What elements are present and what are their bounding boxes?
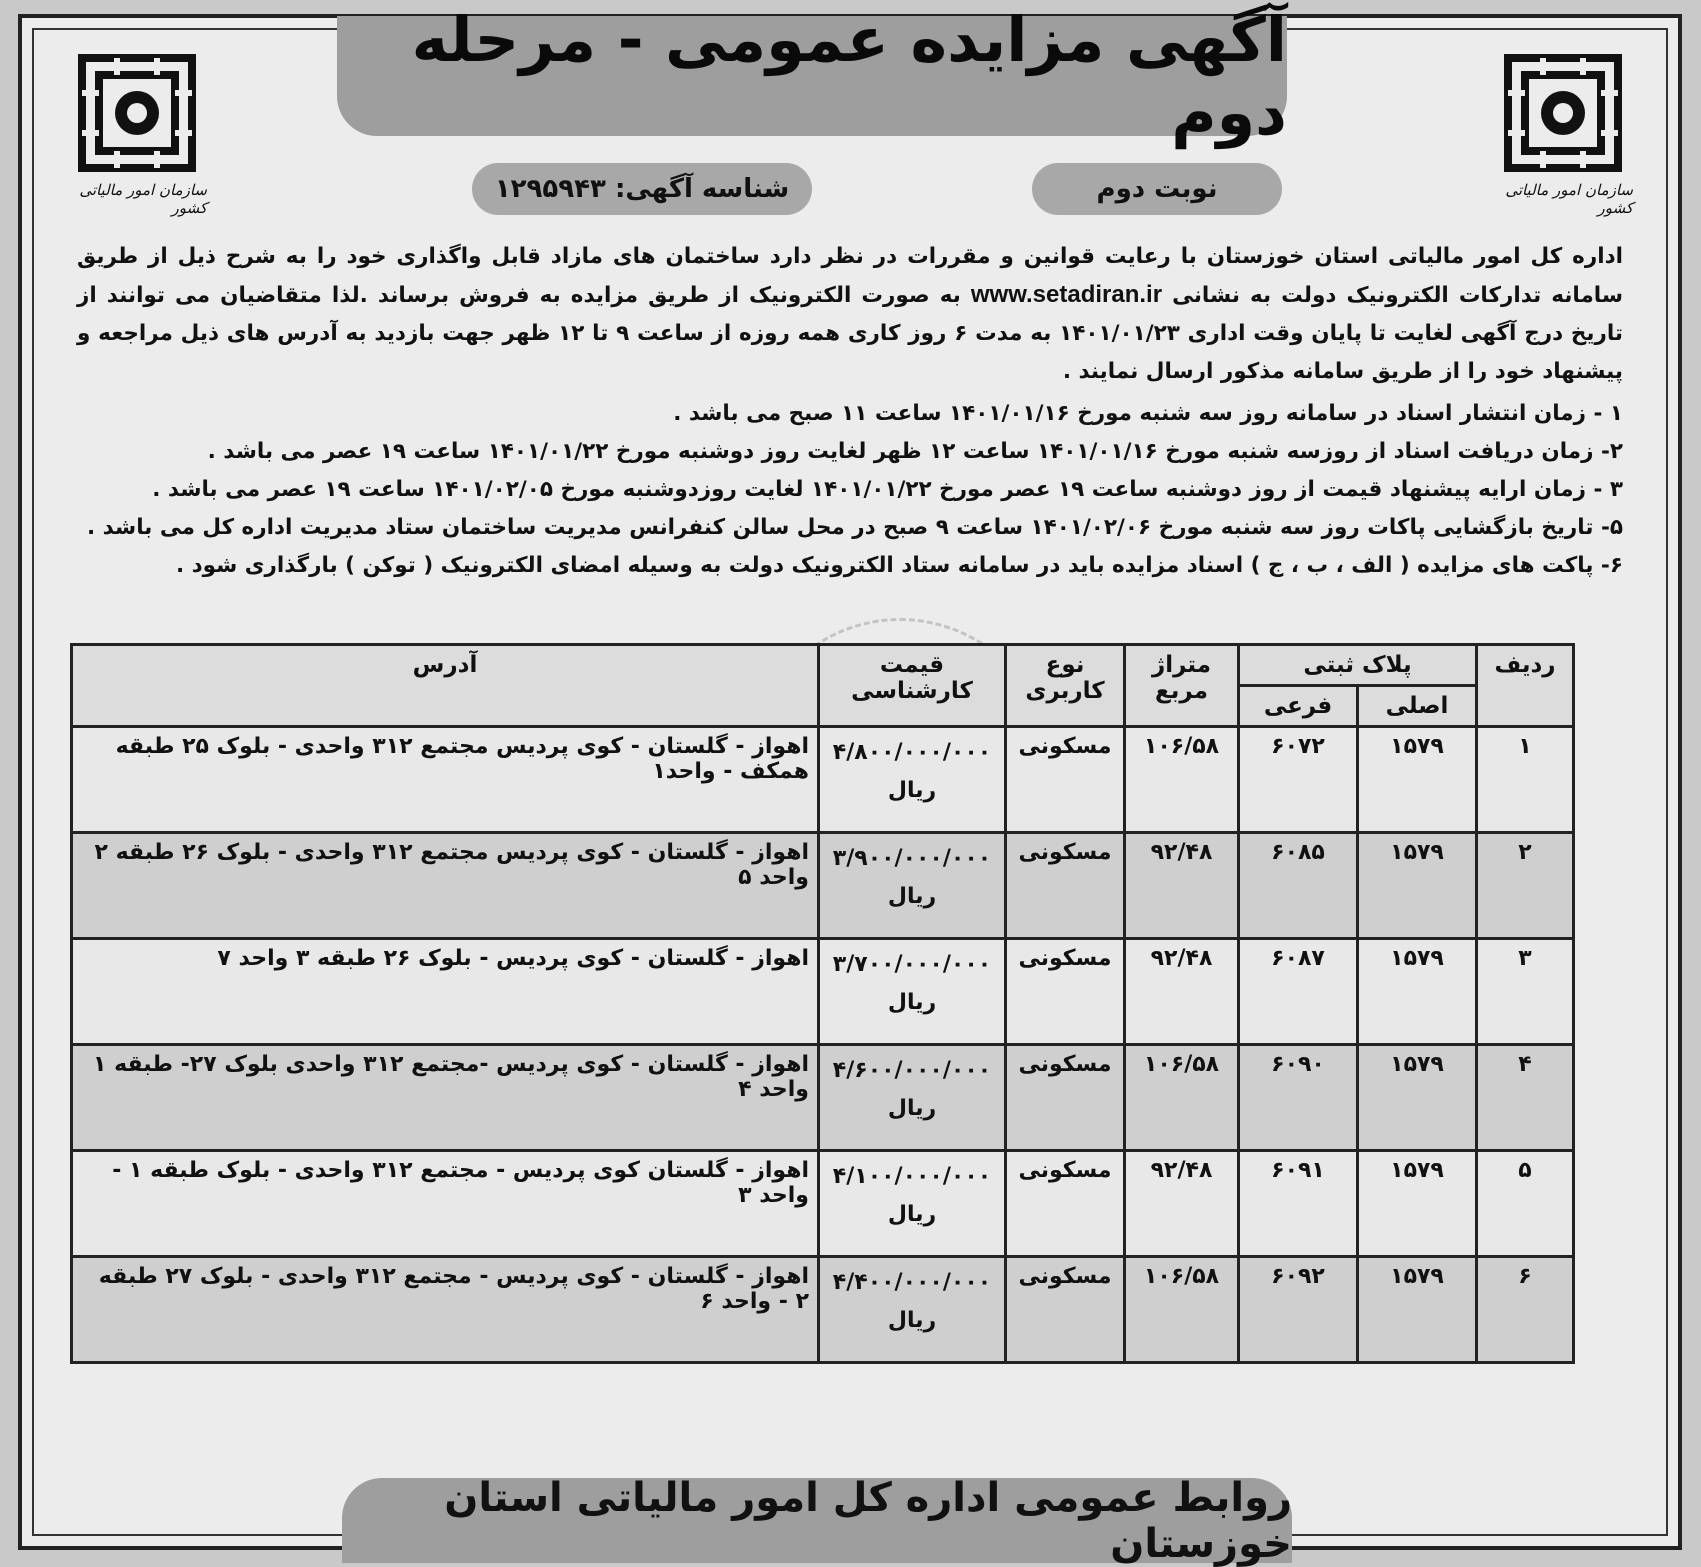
col-plaque: پلاک ثبتی bbox=[1239, 645, 1477, 686]
sub-plaque: ۶۰۹۱ bbox=[1239, 1151, 1358, 1257]
col-address: آدرس bbox=[72, 645, 819, 727]
expert-price bbox=[819, 833, 1006, 939]
schedule-item: ۶- پاکت های مزایده ( الف ، ب ، ج ) اسناد مزایده باید در سامانه ستاد الکترونیک دولت به وسیله امضای الکترونیک ( توکن ) بارگذاری شود . bbox=[175, 553, 1623, 578]
col-main: اصلی bbox=[1358, 686, 1477, 727]
price-value: ۴/۱۰۰/۰۰۰/۰۰۰ bbox=[832, 1164, 992, 1189]
usage-type: مسکونی bbox=[1006, 833, 1125, 939]
setad-link[interactable]: www.setadiran.ir bbox=[970, 281, 1163, 308]
address: اهواز - گلستان کوی پردیس - مجتمع ۳۱۲ واحدی - بلوک طبقه ۱ - واحد ۳ bbox=[72, 1151, 819, 1257]
table-row bbox=[72, 727, 1574, 833]
expert-price bbox=[819, 1257, 1006, 1363]
price-value: ۳/۷۰۰/۰۰۰/۰۰۰ bbox=[832, 952, 992, 977]
price-value: ۴/۸۰۰/۰۰۰/۰۰۰ bbox=[832, 740, 992, 765]
row-number: ۲ bbox=[1477, 833, 1574, 939]
logo-left bbox=[67, 53, 207, 228]
round-badge: نوبت دوم bbox=[1032, 163, 1282, 215]
address: اهواز - گلستان - کوی پردیس مجتمع ۳۱۲ واحدی - بلوک ۲۵ طبقه همکف - واحد۱ bbox=[72, 727, 819, 833]
footer-text: روابط عمومی اداره کل امور مالیاتی استان خوزستان bbox=[444, 1474, 1292, 1567]
col-row: ردیف bbox=[1477, 645, 1574, 727]
expert-price bbox=[819, 1045, 1006, 1151]
price-value: ۴/۴۰۰/۰۰۰/۰۰۰ bbox=[832, 1270, 992, 1295]
schedule-item: ۱ - زمان انتشار اسناد در سامانه روز سه شنبه مورخ ۱۴۰۱/۰۱/۱۶ ساعت ۱۱ صبح می باشد . bbox=[673, 401, 1623, 426]
main-plaque: ۱۵۷۹ bbox=[1358, 939, 1477, 1045]
address: اهواز - گلستان - کوی پردیس - بلوک ۲۶ طبقه ۳ واحد ۷ bbox=[72, 939, 819, 1045]
expert-price bbox=[819, 939, 1006, 1045]
col-use: نوع کاربری bbox=[1006, 645, 1125, 727]
area: ۱۰۶/۵۸ bbox=[1125, 1257, 1239, 1363]
price-unit: ریال bbox=[887, 778, 937, 803]
sub-plaque: ۶۰۹۰ bbox=[1239, 1045, 1358, 1151]
usage-type: مسکونی bbox=[1006, 1257, 1125, 1363]
col-area: متراژ مربع bbox=[1125, 645, 1239, 727]
main-plaque: ۱۵۷۹ bbox=[1358, 833, 1477, 939]
notice-page bbox=[18, 3, 1682, 1567]
row-number: ۳ bbox=[1477, 939, 1574, 1045]
expert-price bbox=[819, 727, 1006, 833]
schedule-item: ۲- زمان دریافت اسناد از روزسه شنبه مورخ ۱۴۰۱/۰۱/۱۶ ساعت ۱۲ ظهر لغایت روز دوشنبه مورخ ۱۴۰۱/۰۱/۲۲ ساعت ۱۹ عصر می باشد . bbox=[207, 439, 1623, 464]
notice-id-badge: شناسه آگهی: ۱۲۹۵۹۴۳ bbox=[472, 163, 812, 215]
emblem-icon bbox=[1503, 53, 1623, 173]
row-number: ۱ bbox=[1477, 727, 1574, 833]
title-banner bbox=[337, 3, 1287, 149]
table-row bbox=[72, 939, 1574, 1045]
sub-plaque: ۶۰۸۵ bbox=[1239, 833, 1358, 939]
page-title: آگهی مزایده عمومی - مرحله دوم bbox=[411, 3, 1287, 149]
main-plaque: ۱۵۷۹ bbox=[1358, 1151, 1477, 1257]
table-row bbox=[72, 1257, 1574, 1363]
area: ۹۲/۴۸ bbox=[1125, 1151, 1239, 1257]
property-table bbox=[70, 643, 1575, 1364]
schedule-item: ۵- تاریخ بازگشایی پاکات روز سه شنبه مورخ ۱۴۰۱/۰۲/۰۶ ساعت ۹ صبح در محل سالن کنفرانس مدیریت ساختمان ستاد مدیریت اداره کل می باشد . bbox=[86, 515, 1623, 540]
price-unit: ریال bbox=[887, 1202, 937, 1227]
area: ۹۲/۴۸ bbox=[1125, 939, 1239, 1045]
price-unit: ریال bbox=[887, 884, 937, 909]
row-number: ۶ bbox=[1477, 1257, 1574, 1363]
area: ۹۲/۴۸ bbox=[1125, 833, 1239, 939]
logo-caption: سازمان امور مالیاتی کشور bbox=[79, 181, 207, 217]
main-plaque: ۱۵۷۹ bbox=[1358, 727, 1477, 833]
col-price: قیمت کارشناسی bbox=[819, 645, 1006, 727]
logo-caption: سازمان امور مالیاتی کشور bbox=[1505, 181, 1633, 217]
col-sub: فرعی bbox=[1239, 686, 1358, 727]
price-value: ۳/۹۰۰/۰۰۰/۰۰۰ bbox=[832, 846, 992, 871]
main-plaque: ۱۵۷۹ bbox=[1358, 1045, 1477, 1151]
price-unit: ریال bbox=[887, 1308, 937, 1333]
address: اهواز - گلستان - کوی پردیس -مجتمع ۳۱۲ واحدی بلوک ۲۷- طبقه ۱ واحد ۴ bbox=[72, 1045, 819, 1151]
price-value: ۴/۶۰۰/۰۰۰/۰۰۰ bbox=[832, 1058, 992, 1083]
logo-right bbox=[1493, 53, 1633, 228]
table-row bbox=[72, 1151, 1574, 1257]
address: اهواز - گلستان - کوی پردیس - مجتمع ۳۱۲ واحدی - بلوک ۲۷ طبقه ۲ - واحد ۶ bbox=[72, 1257, 819, 1363]
table-row bbox=[72, 833, 1574, 939]
schedule-item: ۳ - زمان ارایه پیشنهاد قیمت از روز دوشنبه ساعت ۱۹ عصر مورخ ۱۴۰۱/۰۱/۲۲ لغایت روزدوشنبه مورخ ۱۴۰۱/۰۲/۰۵ ساعت ۱۹ عصر می باشد . bbox=[152, 477, 1623, 502]
sub-plaque: ۶۰۹۲ bbox=[1239, 1257, 1358, 1363]
usage-type: مسکونی bbox=[1006, 1045, 1125, 1151]
main-plaque: ۱۵۷۹ bbox=[1358, 1257, 1477, 1363]
intro-paragraph bbox=[77, 238, 1623, 391]
address: اهواز - گلستان - کوی پردیس مجتمع ۳۱۲ واحدی - بلوک ۲۶ طبقه ۲ واحد ۵ bbox=[72, 833, 819, 939]
row-number: ۴ bbox=[1477, 1045, 1574, 1151]
footer-banner bbox=[342, 1474, 1292, 1567]
price-unit: ریال bbox=[887, 990, 937, 1015]
usage-type: مسکونی bbox=[1006, 939, 1125, 1045]
price-unit: ریال bbox=[887, 1096, 937, 1121]
expert-price bbox=[819, 1151, 1006, 1257]
schedule-list bbox=[77, 395, 1623, 585]
area: ۱۰۶/۵۸ bbox=[1125, 1045, 1239, 1151]
usage-type: مسکونی bbox=[1006, 1151, 1125, 1257]
table-row bbox=[72, 1045, 1574, 1151]
intro-part-1: اداره کل امور مالیاتی استان خوزستان با رعایت قوانین و مقررات در نظر دارد ساختمان های مازاد قابل واگذاری خود را به شرح ذیل از طریق سامانه تدارکات الکترونیک دولت به نشانی bbox=[77, 244, 1624, 308]
emblem-icon bbox=[77, 53, 197, 173]
usage-type: مسکونی bbox=[1006, 727, 1125, 833]
row-number: ۵ bbox=[1477, 1151, 1574, 1257]
sub-plaque: ۶۰۷۲ bbox=[1239, 727, 1358, 833]
area: ۱۰۶/۵۸ bbox=[1125, 727, 1239, 833]
sub-plaque: ۶۰۸۷ bbox=[1239, 939, 1358, 1045]
intro-part-2: به صورت الکترونیک از طریق مزایده به فروش برساند .لذا متقاضیان می توانند از تاریخ درج آگهی لغایت تا پایان وقت اداری ۱۴۰۱/۰۱/۲۳ به مدت ۶ روز کاری همه روزه از ساعت ۹ تا ۱۲ ظهر جهت بازدید به آدرس های ذیل مراجعه و پیشنهاد خود را از طریق سامانه مذکور ارسال نمایند . bbox=[77, 283, 1623, 384]
intro-text bbox=[77, 238, 1623, 585]
